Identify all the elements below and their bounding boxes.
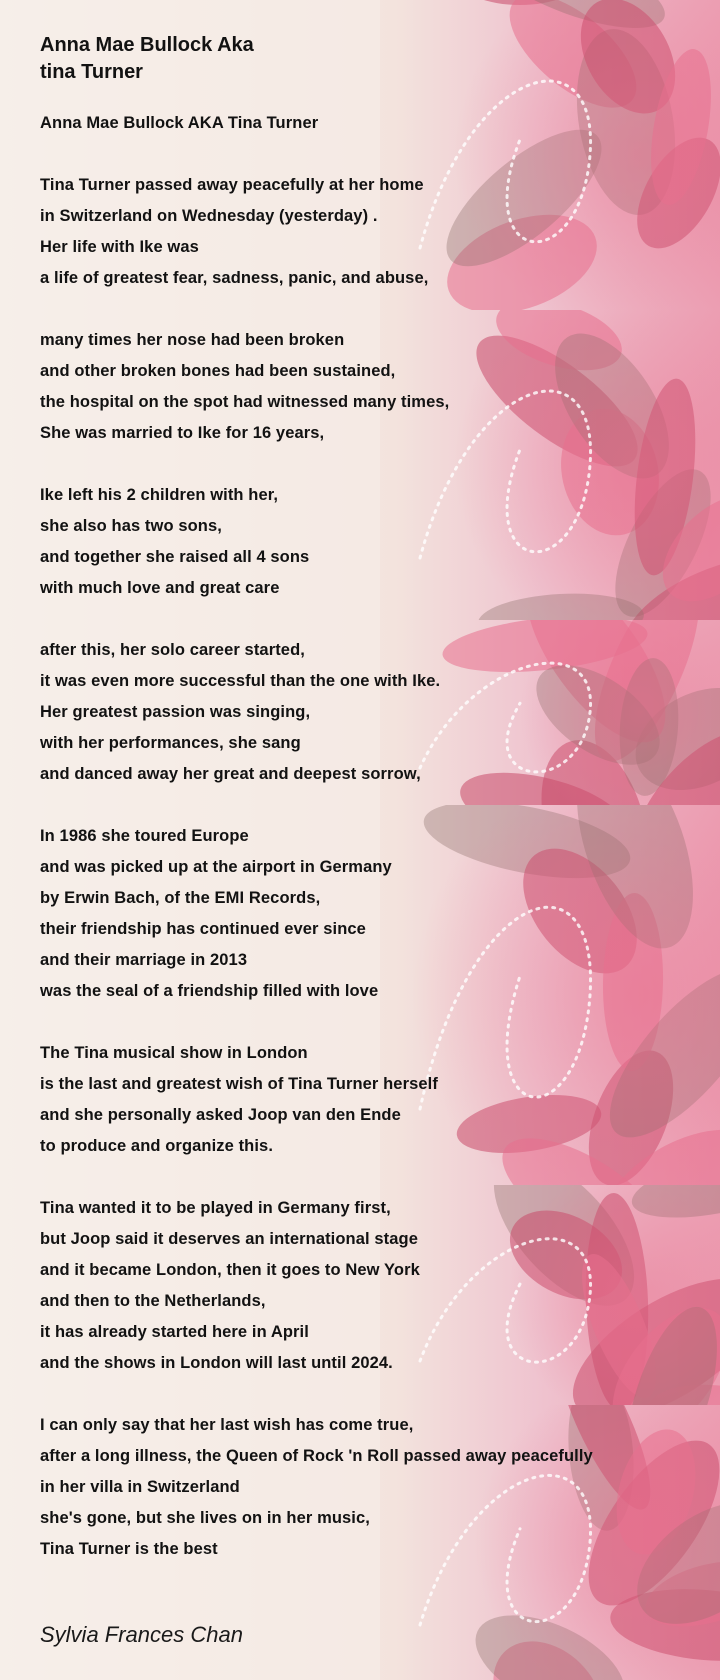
poem-line: Tina Turner passed away peacefully at her home [40, 176, 424, 194]
poem-line: Tina Turner is the best [40, 1540, 218, 1558]
poem-line: in Switzerland on Wednesday (yesterday) . [40, 207, 378, 225]
poem-line: she's gone, but she lives on in her music, [40, 1509, 370, 1527]
poem-line: after this, her solo career started, [40, 641, 305, 659]
poem-line: the hospital on the spot had witnessed many times, [40, 393, 450, 411]
stanza [40, 821, 710, 1007]
poem-line: In 1986 she toured Europe [40, 827, 249, 845]
poem-line: was the seal of a friendship filled with love [40, 982, 379, 1000]
poem-line: and the shows in London will last until 2024. [40, 1354, 393, 1372]
poem-author: Sylvia Frances Chan [40, 1622, 243, 1647]
poem-line: and then to the Netherlands, [40, 1292, 266, 1310]
poem-title-line: Anna Mae Bullock Aka [40, 34, 254, 56]
stanza [40, 325, 710, 449]
poem-line: and their marriage in 2013 [40, 951, 248, 969]
poem-line: and other broken bones had been sustained, [40, 362, 396, 380]
poem-line: and it became London, then it goes to New York [40, 1261, 420, 1279]
poem-line: and danced away her great and deepest sorrow, [40, 765, 421, 783]
poem-content [40, 32, 710, 1565]
poem-title-line: tina Turner [40, 61, 143, 83]
poem-line: and together she raised all 4 sons [40, 548, 310, 566]
poem-line: She was married to Ike for 16 years, [40, 424, 325, 442]
poem-line: Her life with Ike was [40, 238, 199, 256]
poem-line: many times her nose had been broken [40, 331, 345, 349]
poem-line: their friendship has continued ever since [40, 920, 366, 938]
stanza [40, 1038, 710, 1162]
poem-line: and she personally asked Joop van den Ende [40, 1106, 401, 1124]
poem-line: Tina wanted it to be played in Germany first, [40, 1199, 391, 1217]
stanza [40, 480, 710, 604]
poem-line: by Erwin Bach, of the EMI Records, [40, 889, 321, 907]
poem-line: she also has two sons, [40, 517, 222, 535]
poem-line: The Tina musical show in London [40, 1044, 308, 1062]
poem-line: in her villa in Switzerland [40, 1478, 240, 1496]
stanza [40, 1193, 710, 1379]
stanza [40, 170, 710, 294]
poem-line: after a long illness, the Queen of Rock 'n Roll passed away peacefully [40, 1447, 593, 1465]
poem-line: it has already started here in April [40, 1323, 309, 1341]
poem-line: I can only say that her last wish has come true, [40, 1416, 414, 1434]
poem-line: Ike left his 2 children with her, [40, 486, 279, 504]
stanza [40, 108, 710, 139]
poem-line: and was picked up at the airport in Germany [40, 858, 392, 876]
poem-line: is the last and greatest wish of Tina Turner herself [40, 1075, 438, 1093]
poem-line: with her performances, she sang [40, 734, 301, 752]
poem-line: a life of greatest fear, sadness, panic, and abuse, [40, 269, 429, 287]
poem-line: Her greatest passion was singing, [40, 703, 311, 721]
poem-line: but Joop said it deserves an international stage [40, 1230, 418, 1248]
poem-line: with much love and great care [40, 579, 280, 597]
poem-line: Anna Mae Bullock AKA Tina Turner [40, 114, 319, 132]
poem-title [40, 32, 710, 86]
stanza [40, 635, 710, 790]
poem-line: to produce and organize this. [40, 1137, 273, 1155]
poem-line: it was even more successful than the one with Ike. [40, 672, 441, 690]
stanza [40, 1410, 710, 1565]
